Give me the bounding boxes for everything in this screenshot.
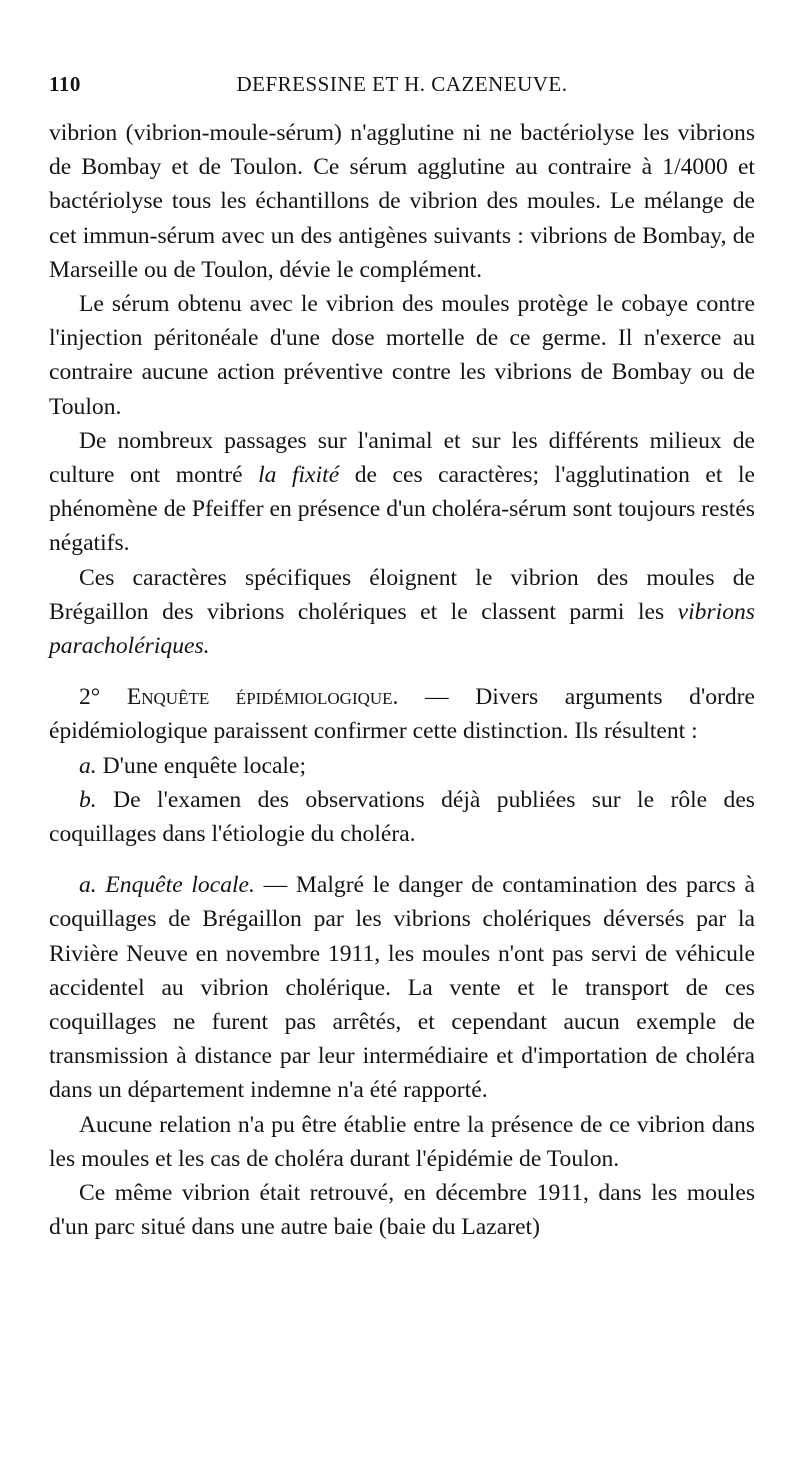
paragraph-10: Ce même vibrion était retrouvé, en décembre 1911, dans les moules d'un parc situé dans une autre baie (baie du Lazaret) [49,1180,755,1241]
running-title: DEFRESSINE ET H. CAZENEUVE. [236,72,568,96]
list-item-a: a. D'une enquête locale; [79,752,306,779]
emphasis-paracholeriques: vibrions paracholériques. [49,598,755,660]
list-marker-b: b. [79,786,97,813]
paragraph-1: vibrion (vibrion-moule-sérum) n'agglutine ni ne bactériolyse les vibrions de Bombay et de Toulon. Ce sérum agglutine au contraire à 1/4000 et bactériolyse tous les échantillons de vibrion des moules. Le mélange de cet immun-sérum avec un des antigènes suivants : vibrions de Bombay, de Marseille ou de Toulon, dévie le complément. [49,120,755,283]
paragraph-9: Aucune relation n'a pu être établie entre la présence de ce vibrion dans les moules et les cas de choléra durant l'épidémie de Toulon. [49,1111,755,1172]
document-page [49,0,755,1466]
paragraph-4: Ces caractères spécifiques éloignent le vibrion des moules de Brégaillon des vibrions cholériques et le classent parmi les vibrions paracholériques. [49,564,755,660]
body-text [49,116,755,1245]
page-number: 110 [49,72,81,96]
section-heading: Enquête épidémiologique. [126,684,399,711]
section-heading-paragraph: 2° Enquête épidémiologique. — Divers arguments d'ordre épidémiologique paraissent confirmer cette distinction. Ils résultent : [49,684,755,745]
page-header [49,72,755,106]
paragraph-2: Le sérum obtenu avec le vibrion des moules protège le cobaye contre l'injection péritonéale d'une dose mortelle de ce germe. Il n'exerce au contraire aucune action préventive contre les vibrions de Bombay ou de Toulon. [49,291,755,420]
list-item-b: b. De l'examen des observations déjà publiées sur le rôle des coquillages dans l'étiologie du choléra. [49,786,755,848]
paragraph-3: De nombreux passages sur l'animal et sur les différents milieux de culture ont montré la fixité de ces caractères; l'agglutination et le phénomène de Pfeiffer en présence d'un choléra-sérum sont toujours restés négatifs. [49,427,755,557]
subsection-paragraph: a. Enquête locale. — Malgré le danger de contamination des parcs à coquillages de Brégaillon par les vibrions cholériques déversés par la Rivière Neuve en novembre 1911, les moules n'ont pas servi de véhicule accidentel au vibrion cholérique. La vente et le transport de ces coquillages ne furent pas arrêtés, et cependant aucun exemple de transmission à distance par leur intermédiaire et d'importation de choléra dans un département indemne n'a été rapporté. [49,872,755,1104]
emphasis-fixite: la fixité [258,462,340,489]
subsection-heading: a. Enquête locale. [79,872,255,899]
list-marker-a: a. [79,752,97,779]
